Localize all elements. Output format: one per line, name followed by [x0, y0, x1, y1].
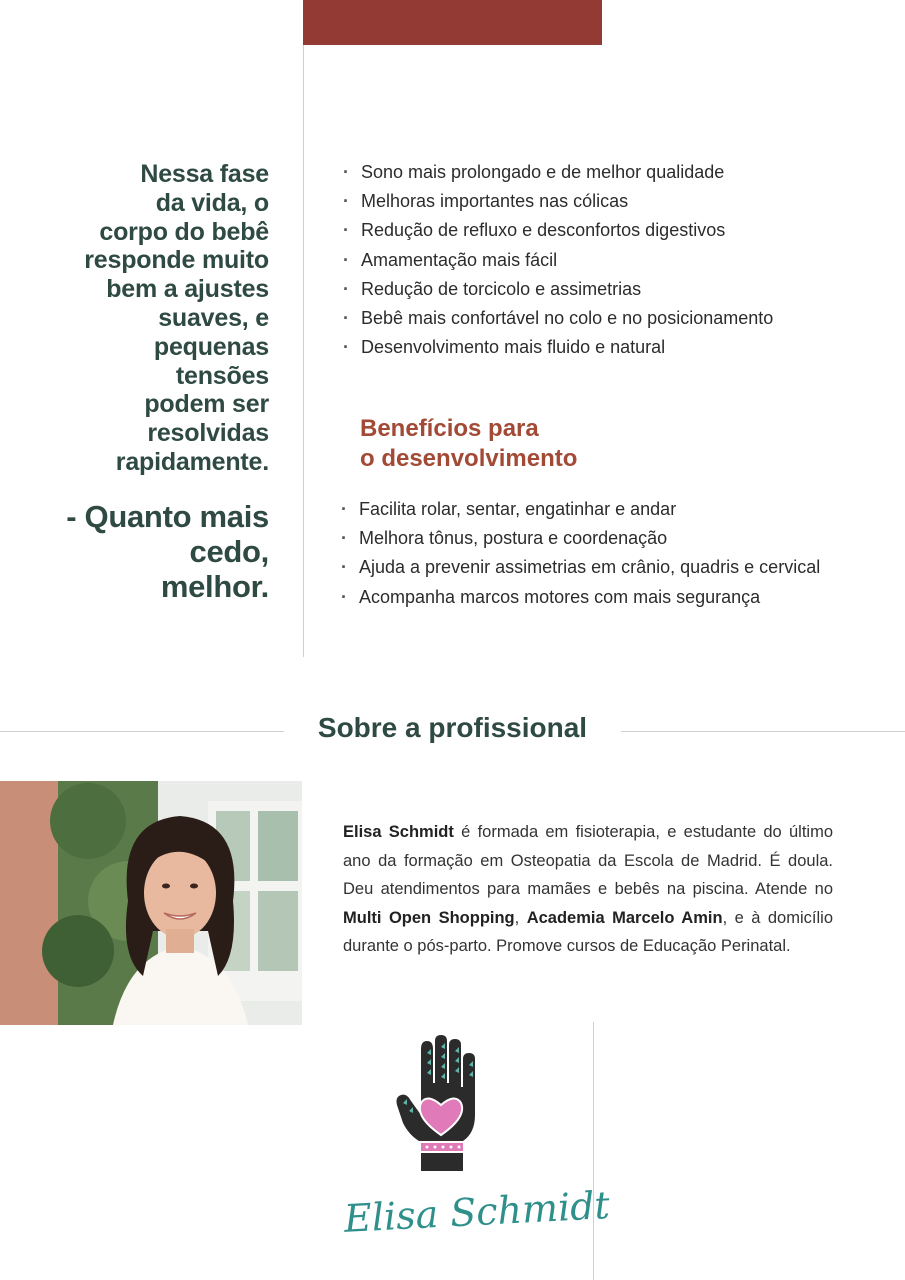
quote-line: suaves, e [158, 303, 269, 332]
bio-part-1: é formada em fisioterapia, e estudante do último ano da formação em Osteopatia da Escola de Madrid. É doula. Deu atendimentos para mamães e bebês na piscina. Atende no [343, 823, 834, 899]
development-title [360, 414, 577, 474]
list-item: · Melhora tônus, postura e coordenação [341, 524, 820, 553]
bio-place-1: Multi Open Shopping [343, 908, 515, 927]
quote-line: bem a ajustes [106, 275, 269, 304]
quote-line: resolvidas [147, 419, 269, 448]
quote-line: corpo do bebê [99, 217, 269, 246]
signature [338, 1175, 611, 1253]
development-title-line1: Benefícios para [360, 415, 539, 442]
quote-text [29, 160, 269, 477]
top-color-bar [303, 0, 602, 45]
quote-line: tensões [175, 361, 269, 390]
list-item: · Bebê mais confortável no colo e no posicionamento [343, 304, 773, 333]
list-item: · Desenvolvimento mais fluido e natural [343, 333, 773, 362]
quote-line: responde muito [84, 246, 269, 275]
quote-motto [29, 499, 269, 604]
signature-svg [338, 1175, 611, 1253]
list-item: · Sono mais prolongado e de melhor qualidade [343, 158, 773, 187]
about-heading [0, 710, 905, 746]
motto-line: cedo, [189, 533, 269, 569]
list-item: · Facilita rolar, sentar, engatinhar e andar [341, 495, 820, 524]
bio-separator: , [514, 908, 527, 927]
list-item: · Amamentação mais fácil [343, 246, 773, 275]
motto-line: melhor. [160, 568, 269, 604]
list-item: · Ajuda a prevenir assimetrias em crânio, quadris e cervical [341, 553, 820, 582]
profile-photo [58, 781, 302, 1025]
quote-line: rapidamente. [115, 447, 269, 476]
quote-line: pequenas [153, 332, 269, 361]
bio-place-2: Academia Marcelo Amin [526, 908, 723, 927]
hand-heart-icon [395, 1035, 487, 1177]
bio-text [343, 818, 833, 961]
list-item: · Melhoras importantes nas cólicas [343, 187, 773, 216]
list-item: · Acompanha marcos motores com mais segurança [341, 583, 820, 612]
benefits-list [343, 158, 773, 362]
hand-heart-logo [395, 1035, 487, 1177]
quote-line: da vida, o [155, 188, 269, 217]
development-title-line2: o desenvolvimento [360, 445, 578, 472]
pull-quote [29, 160, 269, 604]
quote-line: Nessa fase [140, 160, 269, 188]
signature-text: Elisa Schmidt [342, 1183, 611, 1241]
motto-line: - Quanto mais [66, 498, 269, 534]
bio-part-2: , e à domicílio durante o pós-parto. Promove cursos de Educação Perinatal. [343, 908, 833, 956]
bio-name: Elisa Schmidt [343, 823, 454, 841]
divider-vertical-top [303, 45, 304, 657]
quote-line: podem ser [144, 390, 269, 419]
about-heading-text: Sobre a profissional [284, 712, 621, 743]
list-item: · Redução de torcicolo e assimetrias [343, 275, 773, 304]
development-list [341, 495, 820, 612]
divider-vertical-bottom [593, 1022, 594, 1280]
portrait-illustration [58, 781, 302, 1025]
list-item: · Redução de refluxo e desconfortos digestivos [343, 216, 773, 245]
